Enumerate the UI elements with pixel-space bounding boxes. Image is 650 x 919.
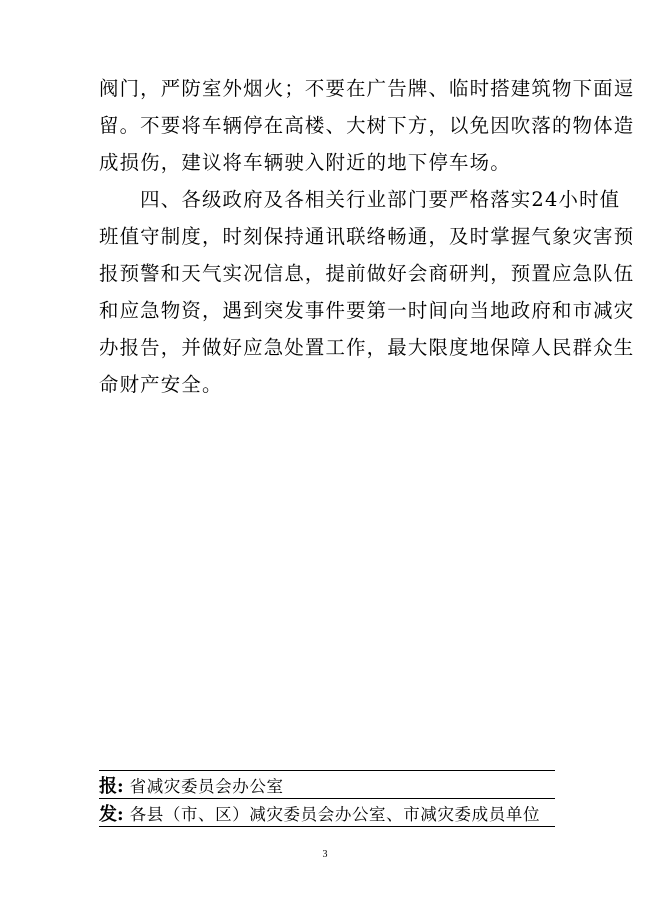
send-to-label: 发: <box>99 803 124 825</box>
text-line: 留。不要将车辆停在高楼、大树下方，以免因吹落的物体造 <box>99 114 635 137</box>
text-line: 报预警和天气实况信息，提前做好会商研判，预置应急队伍 <box>99 262 635 285</box>
send-to-row <box>99 799 555 826</box>
text-line: 班值守制度，时刻保持通讯联络畅通，及时掌握气象灾害预 <box>99 225 635 248</box>
text-line: 和应急物资，遇到突发事件要第一时间向当地政府和市减灾 <box>99 299 635 322</box>
report-to-value: 省减灾委员会办公室 <box>129 776 284 796</box>
text-line: 成损伤，建议将车辆驶入附近的地下停车场。 <box>99 151 511 174</box>
report-to-label: 报: <box>99 775 124 797</box>
distribution-footer <box>99 770 555 827</box>
footer-bottom-rule <box>99 826 555 827</box>
text-line: 办报告，并做好应急处置工作，最大限度地保障人民群众生 <box>99 336 635 359</box>
report-to-row <box>99 771 555 798</box>
text-line: 阀门，严防室外烟火；不要在广告牌、临时搭建筑物下面逗 <box>99 77 635 100</box>
paragraph-four-start: 四、各级政府及各相关行业部门要严格落实24小时值 <box>99 188 621 211</box>
page-number: 3 <box>322 849 328 860</box>
text-line: 命财产安全。 <box>99 373 223 396</box>
body-text <box>99 70 635 403</box>
send-to-value: 各县（市、区）减灾委员会办公室、市减灾委成员单位 <box>129 804 541 824</box>
